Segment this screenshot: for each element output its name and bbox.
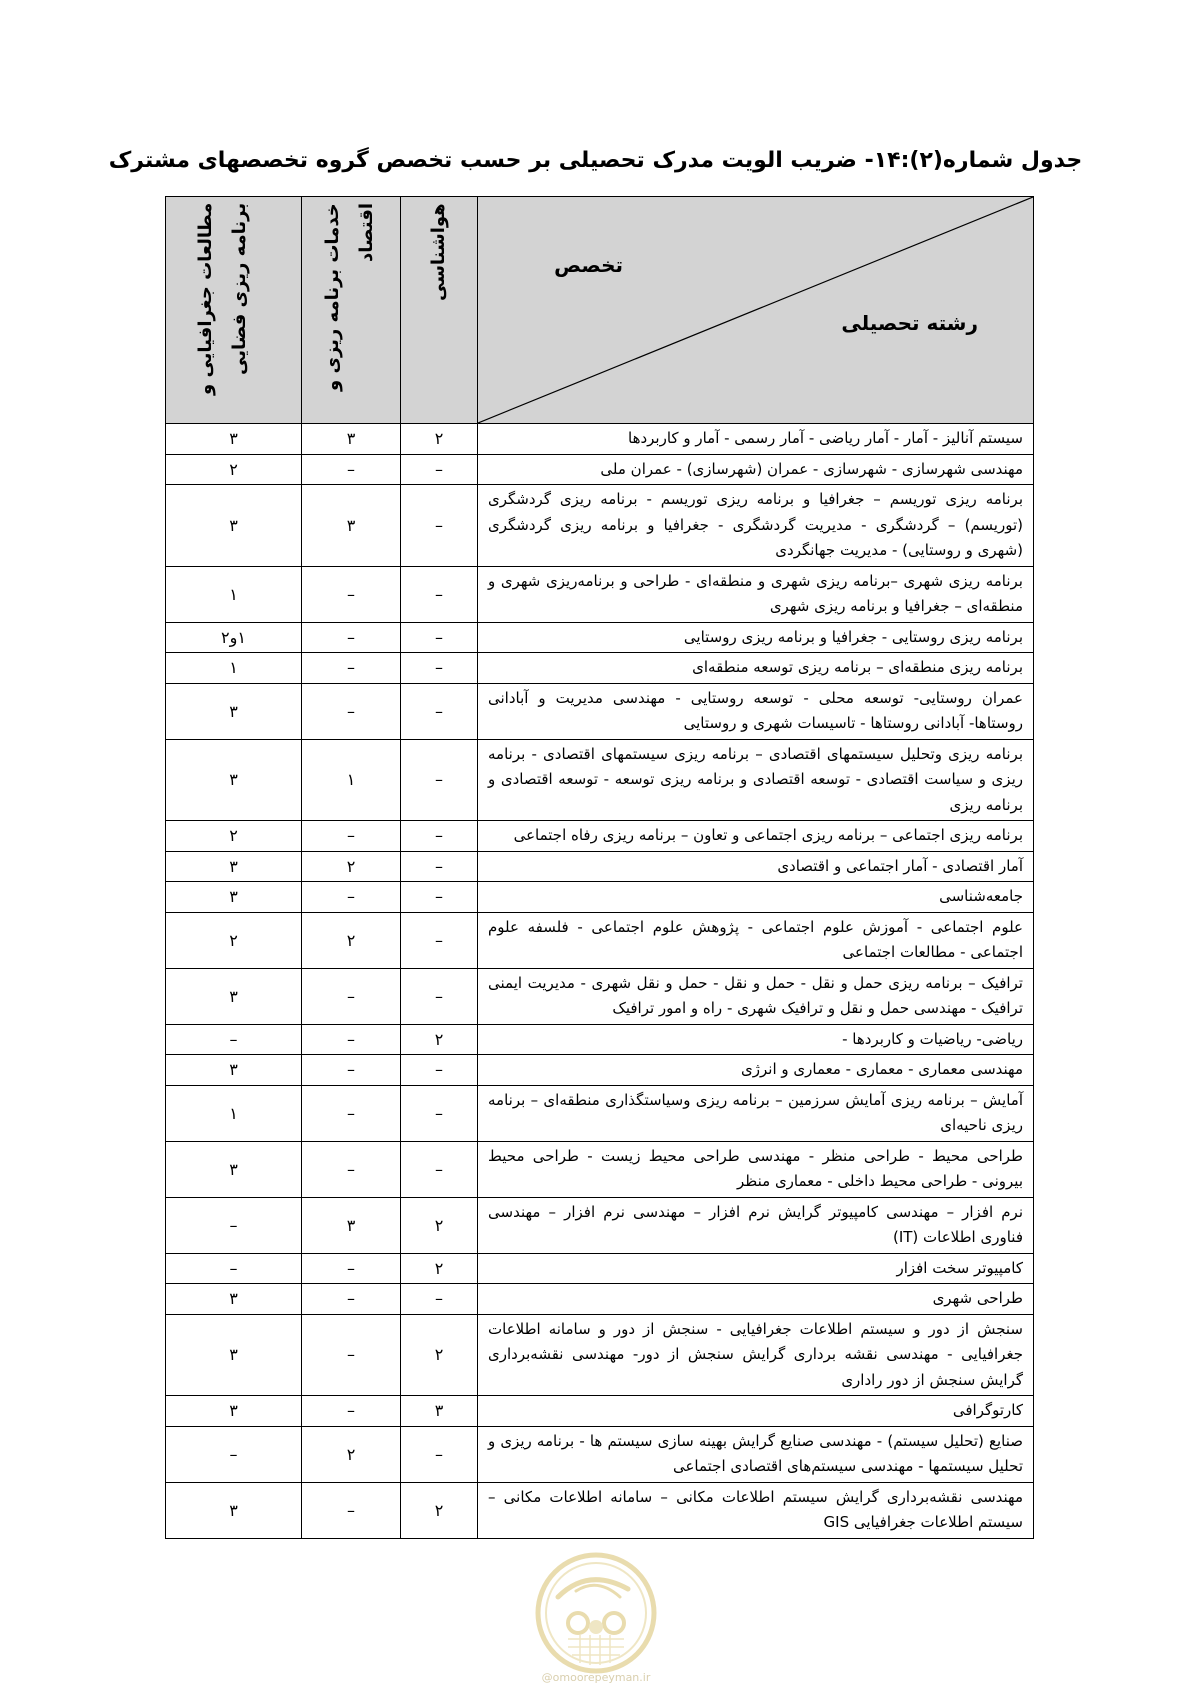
column-header-planning-services: خدمات برنامه ریزی و اقتصاد [302, 197, 401, 424]
geography-studies-coefficient: – [166, 1197, 302, 1253]
geography-studies-coefficient: ۳ [166, 1284, 302, 1315]
planning-services-coefficient: – [302, 1396, 401, 1427]
watermark-logo [528, 1547, 664, 1683]
column-header-geography-studies: مطالعات جغرافیایی و برنامه ریزی فضایی [166, 197, 302, 424]
geography-studies-coefficient: ۳ [166, 1314, 302, 1396]
planning-services-coefficient: – [302, 1024, 401, 1055]
meteorology-coefficient: – [401, 1055, 478, 1086]
meteorology-coefficient: – [401, 821, 478, 852]
planning-services-coefficient: – [302, 1314, 401, 1396]
field-of-study-cell: جامعه‌شناسی [478, 882, 1034, 913]
field-of-study-label: رشته تحصیلی [841, 311, 978, 335]
field-of-study-cell: مهندسی معماری - معماری - معماری و انرژی [478, 1055, 1034, 1086]
meteorology-coefficient: – [401, 739, 478, 821]
table-header-row [166, 197, 1034, 424]
field-of-study-cell: برنامه ریزی شهری –برنامه ریزی شهری و منطقه‌ای - طراحی و برنامه‌ریزی شهری و منطقه‌ای – جغرافیا و برنامه ریزی شهری [478, 566, 1034, 622]
table-row [166, 683, 1034, 739]
meteorology-coefficient: – [401, 882, 478, 913]
geography-studies-coefficient: – [166, 1024, 302, 1055]
table-row [166, 1396, 1034, 1427]
planning-services-coefficient: – [302, 454, 401, 485]
planning-services-coefficient: – [302, 622, 401, 653]
table-row [166, 1314, 1034, 1396]
coefficient-table [165, 196, 1034, 1539]
column-header-meteorology: هواشناسی [401, 197, 478, 424]
table-row [166, 622, 1034, 653]
planning-services-coefficient: ۱ [302, 739, 401, 821]
meteorology-coefficient: ۳ [401, 1396, 478, 1427]
geography-studies-coefficient: ۳ [166, 851, 302, 882]
planning-services-coefficient: ۳ [302, 424, 401, 455]
meteorology-coefficient: ۲ [401, 1314, 478, 1396]
field-of-study-cell: علوم اجتماعی - آموزش علوم اجتماعی - پژوهش علوم اجتماعی - فلسفه علوم اجتماعی - مطالعات اجتماعی [478, 912, 1034, 968]
field-of-study-cell: مهندسی شهرسازی - شهرسازی - عمران (شهرسازی) - عمران ملی [478, 454, 1034, 485]
field-of-study-cell: سنجش از دور و سیستم اطلاعات جغرافیایی - سنجش از دور و سامانه اطلاعات جغرافیایی - مهندسی نقشه برداری گرایش سنجش از دور- مهندسی نقشه‌برداری گرایش سنجش از دور راداری [478, 1314, 1034, 1396]
geography-studies-coefficient: ۱ [166, 653, 302, 684]
geography-studies-coefficient: ۳ [166, 424, 302, 455]
field-of-study-cell: برنامه ریزی توریسم – جغرافیا و برنامه ریزی توریسم - برنامه ریزی گردشگری (توریسم) – گردشگری - مدیریت گردشگری - جغرافیا و برنامه ریزی گردشگری (شهری و روستایی) - مدیریت جهانگردی [478, 485, 1034, 567]
meteorology-coefficient: ۲ [401, 1024, 478, 1055]
field-of-study-cell: کارتوگرافی [478, 1396, 1034, 1427]
meteorology-coefficient: – [401, 912, 478, 968]
field-of-study-cell: ترافیک – برنامه ریزی حمل و نقل - حمل و نقل - حمل و نقل شهری - مدیریت ایمنی ترافیک - مهندسی حمل و نقل و ترافیک شهری - راه و امور ترافیک [478, 968, 1034, 1024]
planning-services-coefficient: – [302, 1284, 401, 1315]
geography-studies-coefficient: ۲ [166, 454, 302, 485]
geography-studies-coefficient: ۱ [166, 566, 302, 622]
geography-studies-coefficient: ۳ [166, 882, 302, 913]
geography-studies-coefficient: ۳ [166, 968, 302, 1024]
planning-services-coefficient: – [302, 1055, 401, 1086]
geography-studies-coefficient: ۲ [166, 912, 302, 968]
specialty-label: تخصص [554, 253, 623, 277]
table-row [166, 968, 1034, 1024]
watermark-text: @omoorepeyman.ir [541, 1671, 651, 1683]
geography-studies-coefficient: ۳ [166, 1055, 302, 1086]
meteorology-coefficient: – [401, 653, 478, 684]
field-of-study-cell: مهندسی نقشه‌برداری گرایش سیستم اطلاعات مکانی – سامانه اطلاعات مکانی – سیستم اطلاعات جغرافیایی GIS [478, 1482, 1034, 1538]
meteorology-coefficient: – [401, 566, 478, 622]
table-row [166, 454, 1034, 485]
geography-studies-coefficient: ۱و۲ [166, 622, 302, 653]
field-of-study-cell: برنامه ریزی اجتماعی – برنامه ریزی اجتماعی و تعاون – برنامه ریزی رفاه اجتماعی [478, 821, 1034, 852]
planning-services-coefficient: ۲ [302, 912, 401, 968]
table-row [166, 1253, 1034, 1284]
field-of-study-cell: برنامه ریزی منطقه‌ای – برنامه ریزی توسعه منطقه‌ای [478, 653, 1034, 684]
planning-services-coefficient: – [302, 653, 401, 684]
table-row [166, 1024, 1034, 1055]
meteorology-coefficient: – [401, 1284, 478, 1315]
meteorology-coefficient: ۲ [401, 1197, 478, 1253]
table-row [166, 1482, 1034, 1538]
meteorology-coefficient: – [401, 1085, 478, 1141]
field-of-study-cell: صنایع (تحلیل سیستم) - مهندسی صنایع گرایش بهینه سازی سیستم ها - برنامه ریزی و تحلیل سیستمها - مهندسی سیستم‌های اقتصادی اجتماعی [478, 1426, 1034, 1482]
planning-services-coefficient: – [302, 1482, 401, 1538]
corner-header-cell [478, 197, 1034, 424]
table-row [166, 821, 1034, 852]
geography-studies-coefficient: ۳ [166, 683, 302, 739]
page-title: جدول شماره(۲):۱۴- ضریب الویت مدرک تحصیلی بر حسب تخصص گروه تخصصهای مشترک [108, 148, 1083, 173]
geography-studies-coefficient: ۳ [166, 485, 302, 567]
meteorology-coefficient: – [401, 1141, 478, 1197]
planning-services-coefficient: – [302, 821, 401, 852]
planning-services-coefficient: ۳ [302, 1197, 401, 1253]
field-of-study-cell: آمایش – برنامه ریزی آمایش سرزمین – برنامه ریزی وسیاستگذاری منطقه‌ای – برنامه ریزی ناحیه‌ای [478, 1085, 1034, 1141]
meteorology-coefficient: ۲ [401, 424, 478, 455]
geography-studies-coefficient: ۱ [166, 1085, 302, 1141]
diagonal-divider [478, 197, 1033, 423]
planning-services-coefficient: – [302, 683, 401, 739]
geography-studies-coefficient: – [166, 1426, 302, 1482]
table-row [166, 739, 1034, 821]
field-of-study-cell: برنامه ریزی روستایی - جغرافیا و برنامه ریزی روستایی [478, 622, 1034, 653]
table-row [166, 424, 1034, 455]
planning-services-coefficient: – [302, 968, 401, 1024]
meteorology-coefficient: – [401, 683, 478, 739]
planning-services-coefficient: – [302, 1253, 401, 1284]
meteorology-coefficient: – [401, 485, 478, 567]
geography-studies-coefficient: ۳ [166, 739, 302, 821]
planning-services-coefficient: ۲ [302, 851, 401, 882]
table-row [166, 485, 1034, 567]
meteorology-coefficient: – [401, 968, 478, 1024]
field-of-study-cell: طراحی شهری [478, 1284, 1034, 1315]
field-of-study-cell: آمار اقتصادی - آمار اجتماعی و اقتصادی [478, 851, 1034, 882]
field-of-study-cell: نرم افزار – مهندسی کامپیوتر گرایش نرم افزار – مهندسی نرم افزار – مهندسی فناوری اطلاعات (IT) [478, 1197, 1034, 1253]
table-row [166, 1055, 1034, 1086]
table-row [166, 1426, 1034, 1482]
geography-studies-coefficient: ۳ [166, 1141, 302, 1197]
meteorology-coefficient: – [401, 622, 478, 653]
meteorology-coefficient: – [401, 851, 478, 882]
geography-studies-coefficient: ۲ [166, 821, 302, 852]
planning-services-coefficient: ۳ [302, 485, 401, 567]
table-row [166, 882, 1034, 913]
table-row [166, 653, 1034, 684]
table-row [166, 851, 1034, 882]
meteorology-coefficient: ۲ [401, 1482, 478, 1538]
planning-services-coefficient: – [302, 1085, 401, 1141]
meteorology-coefficient: ۲ [401, 1253, 478, 1284]
field-of-study-cell: کامپیوتر سخت افزار [478, 1253, 1034, 1284]
table-row [166, 1284, 1034, 1315]
meteorology-coefficient: – [401, 1426, 478, 1482]
geography-studies-coefficient: ۳ [166, 1396, 302, 1427]
field-of-study-cell: سیستم آنالیز - آمار - آمار ریاضی - آمار رسمی - آمار و کاربردها [478, 424, 1034, 455]
field-of-study-cell: عمران روستایی- توسعه محلی - توسعه روستایی - مهندسی مدیریت و آبادانی روستاها- آبادانی روستاها - تاسیسات شهری و روستایی [478, 683, 1034, 739]
planning-services-coefficient: ۲ [302, 1426, 401, 1482]
field-of-study-cell: طراحی محیط - طراحی منظر - مهندسی طراحی محیط زیست - طراحی محیط بیرونی - طراحی محیط داخلی - معماری منظر [478, 1141, 1034, 1197]
geography-studies-coefficient: ۳ [166, 1482, 302, 1538]
planning-services-coefficient: – [302, 566, 401, 622]
planning-services-coefficient: – [302, 882, 401, 913]
table-row [166, 1085, 1034, 1141]
planning-services-coefficient: – [302, 1141, 401, 1197]
table-row [166, 566, 1034, 622]
field-of-study-cell: برنامه ریزی وتحلیل سیستمهای اقتصادی – برنامه ریزی سیستمهای اقتصادی - برنامه ریزی و سیاست اقتصادی - توسعه اقتصادی و برنامه ریزی توسعه - توسعه اقتصادی و برنامه ریزی [478, 739, 1034, 821]
table-row [166, 1197, 1034, 1253]
table-row [166, 1141, 1034, 1197]
table-row [166, 912, 1034, 968]
geography-studies-coefficient: – [166, 1253, 302, 1284]
meteorology-coefficient: – [401, 454, 478, 485]
field-of-study-cell: ریاضی- ریاضیات و کاربردها - [478, 1024, 1034, 1055]
